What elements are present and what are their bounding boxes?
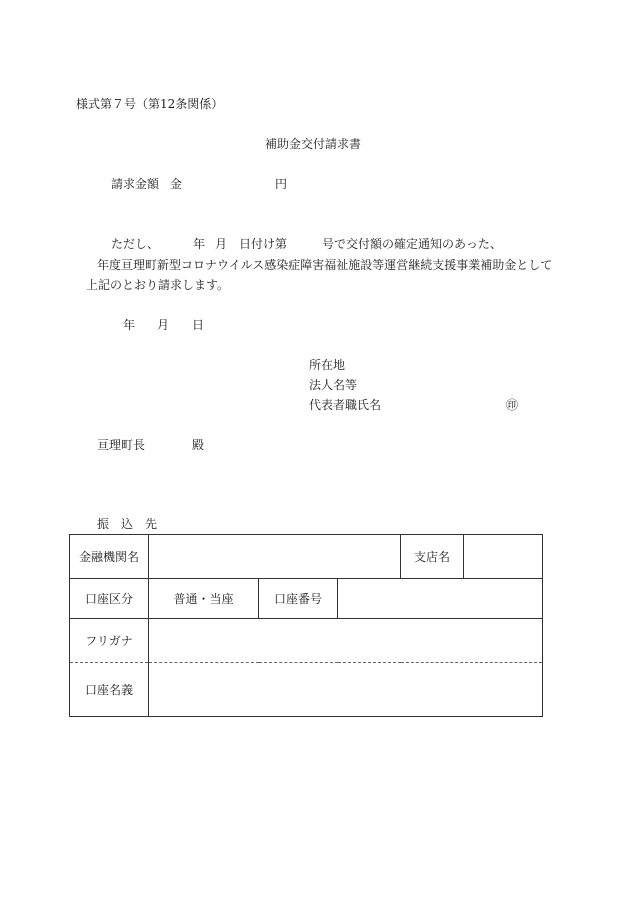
body-line1-prefix: ただし、 — [111, 237, 160, 251]
applicant-corp-label: 法人名等 — [309, 378, 358, 392]
form-number: 様式第７号（第12条関係） — [76, 97, 224, 111]
date-year: 年 — [123, 318, 136, 332]
amount-prefix: 金 — [170, 177, 183, 191]
account-type-value[interactable]: 普通・当座 — [149, 579, 259, 619]
account-number-label: 口座番号 — [259, 579, 338, 619]
amount-unit: 円 — [275, 177, 288, 191]
amount-label: 請求金額 — [111, 177, 160, 191]
account-type-label: 口座区分 — [70, 579, 149, 619]
body-line3: 上記のとおり請求します。 — [86, 278, 230, 292]
applicant-rep-label: 代表者職氏名 — [309, 398, 382, 412]
seal-mark: ㊞ — [506, 398, 519, 412]
bank-name-label: 金融機関名 — [70, 535, 149, 579]
applicant-address-label: 所在地 — [309, 358, 346, 372]
date-day: 日 — [192, 318, 205, 332]
account-holder-label: 口座名義 — [70, 663, 149, 717]
addressee-name: 亘理町長 — [97, 438, 146, 452]
branch-field[interactable] — [464, 535, 542, 578]
body-line1-year: 年 — [193, 237, 206, 251]
account-number-field[interactable] — [338, 579, 543, 619]
body-line1-day: 日付け第 — [239, 237, 288, 251]
body-line1-month: 月 — [215, 237, 228, 251]
furigana-field[interactable] — [149, 619, 543, 663]
account-holder-field[interactable] — [149, 663, 543, 717]
furigana-label: フリガナ — [70, 619, 149, 663]
date-month: 月 — [157, 318, 170, 332]
branch-cell — [401, 535, 543, 579]
body-line2: 年度亘理町新型コロナウイルス感染症障害福祉施設等運営継続支援事業補助金として — [97, 258, 553, 272]
transfer-heading: 振 込 先 — [97, 517, 158, 531]
document-title: 補助金交付請求書 — [265, 137, 362, 151]
branch-label: 支店名 — [401, 535, 464, 578]
bank-account-table — [69, 534, 543, 717]
addressee-honorific: 殿 — [192, 438, 205, 452]
body-line1-rest: 号で交付額の確定通知のあった、 — [322, 237, 502, 251]
bank-name-field[interactable] — [149, 535, 401, 579]
